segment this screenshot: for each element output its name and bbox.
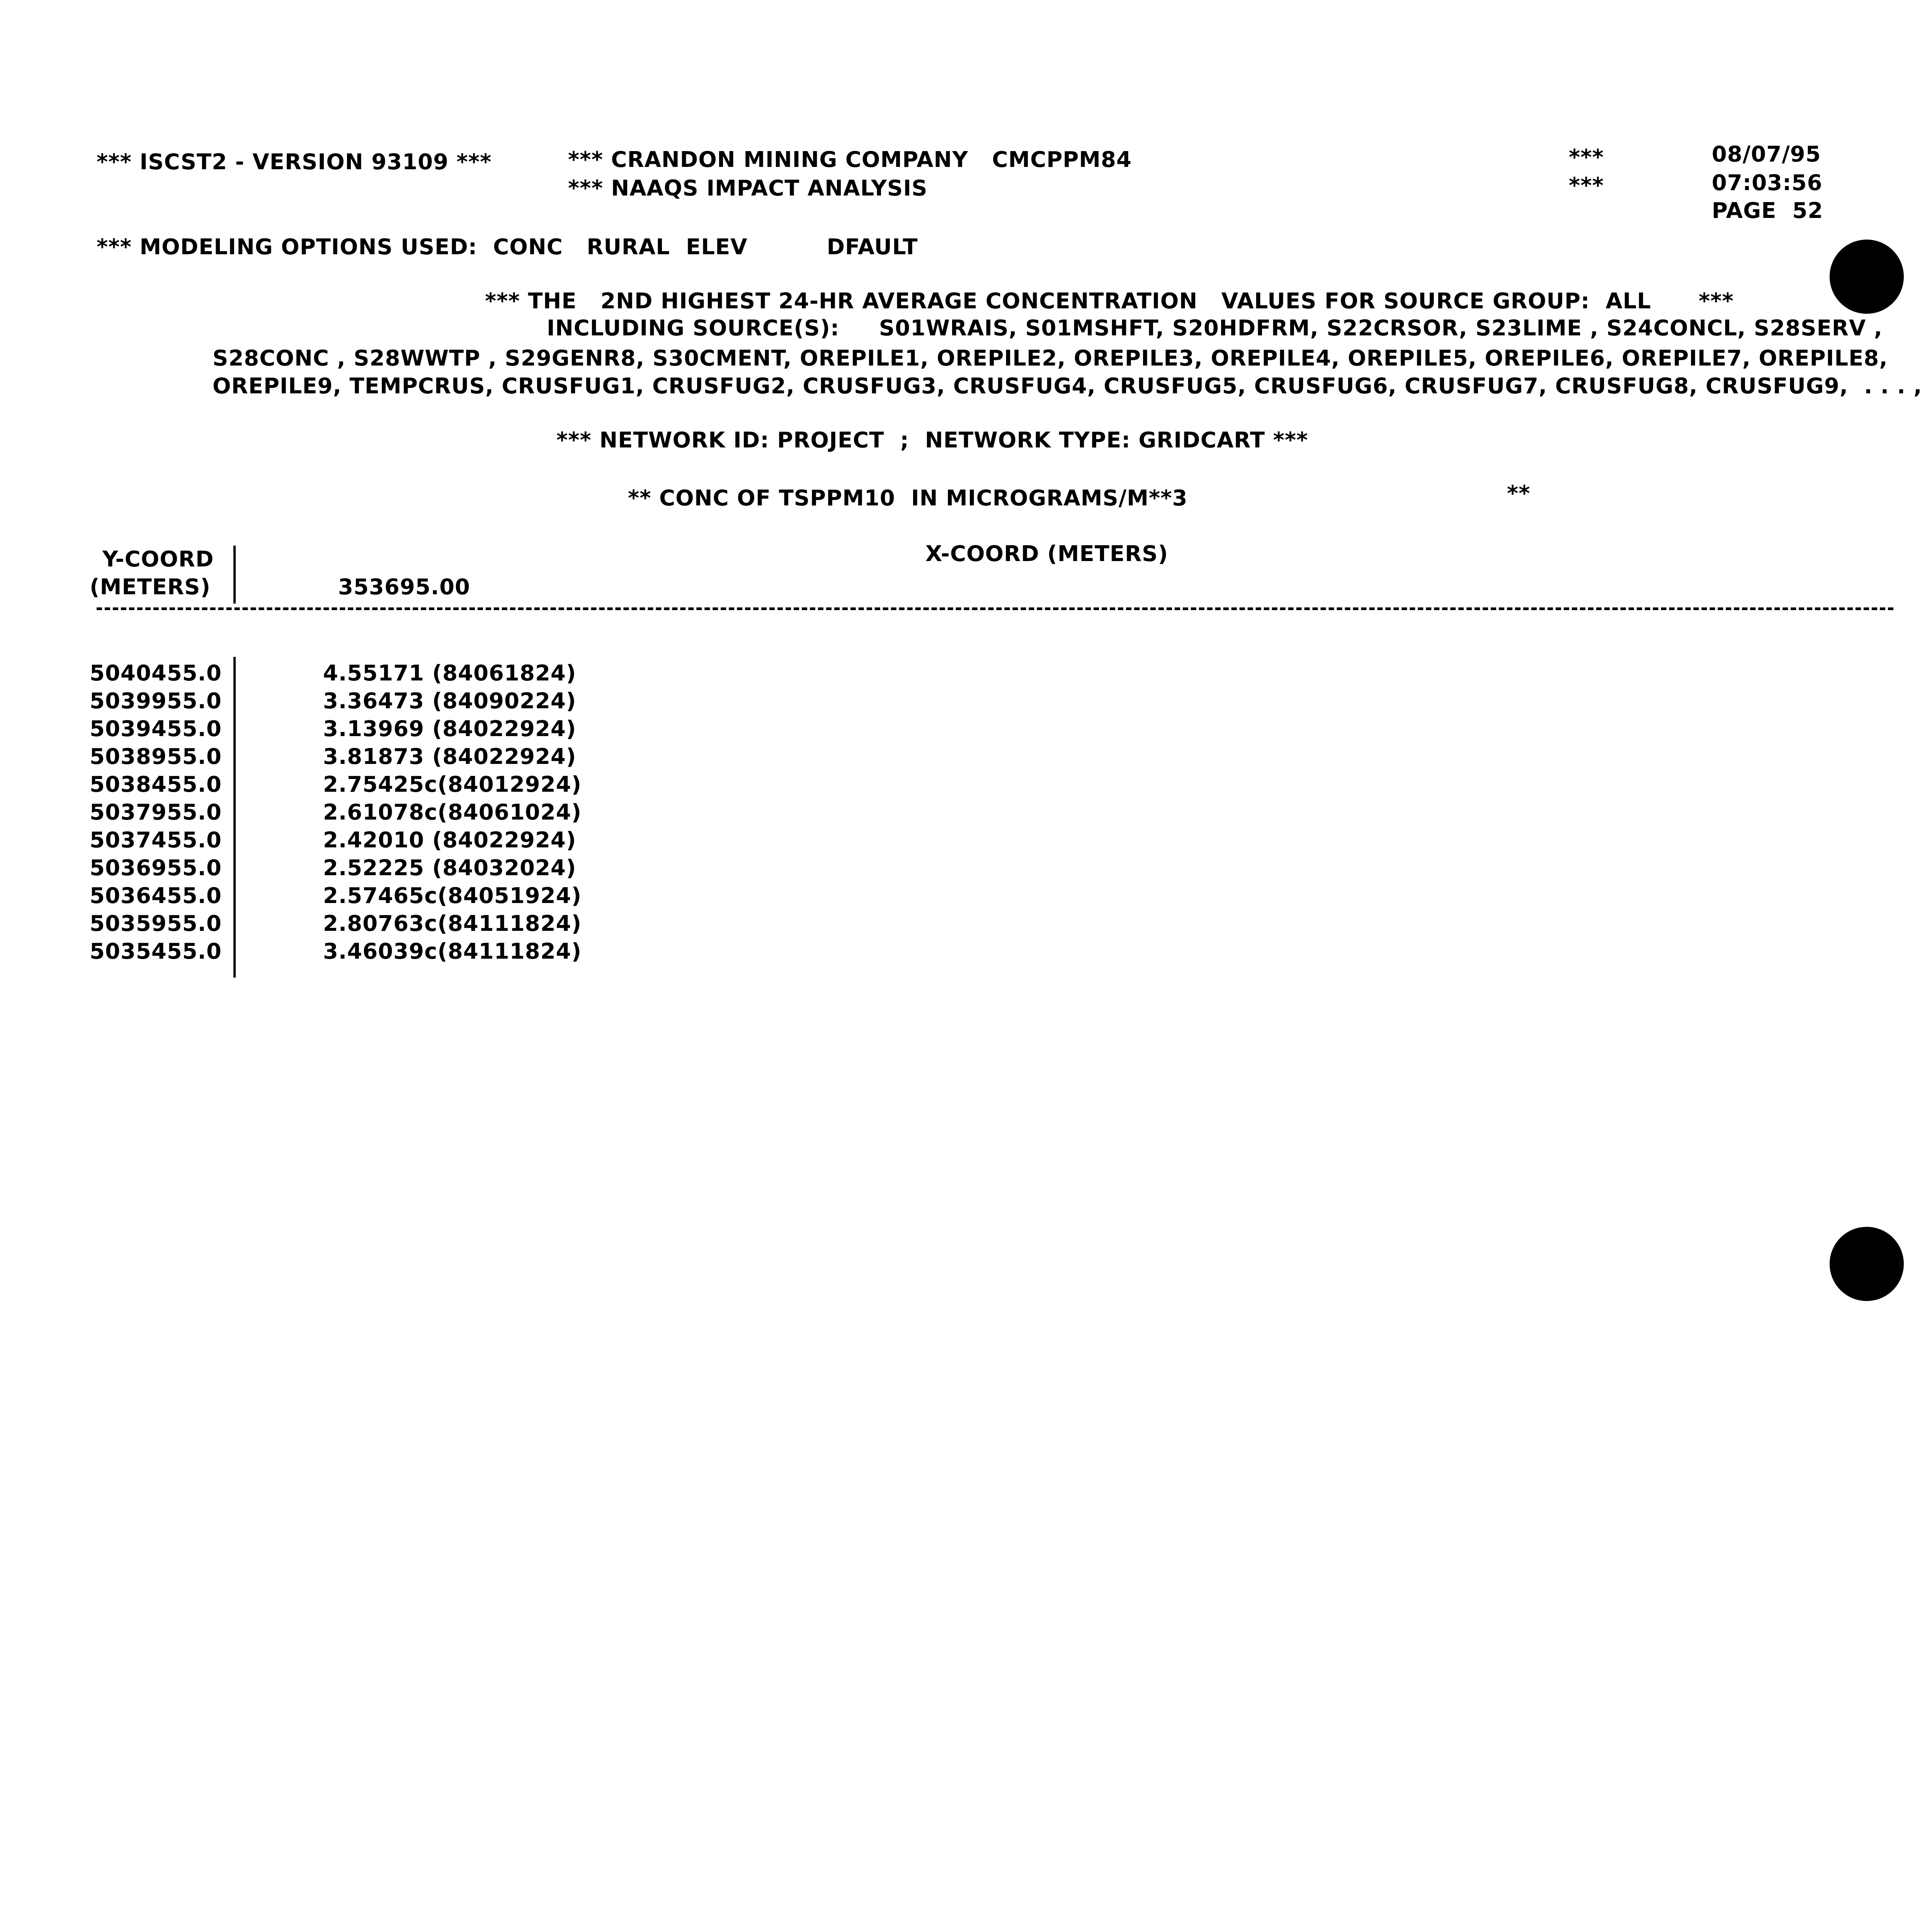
table-row-y: 5038955.0 <box>90 744 222 769</box>
header-stars-2: *** <box>1569 173 1604 198</box>
table-row-value: 3.81873 (84022924) <box>323 744 577 769</box>
result-title-line-2: INCLUDING SOURCE(S): S01WRAIS, S01MSHFT, S20HDFRM, S22CRSOR, S23LIME , S24CONCL, S28SERV , <box>547 316 1883 341</box>
table-row-y: 5040455.0 <box>90 661 222 686</box>
modeling-options: *** MODELING OPTIONS USED: CONC RURAL ELEV DFAULT <box>97 235 918 260</box>
table-row-value: 2.57465c(84051924) <box>323 883 582 908</box>
table-row-value: 2.75425c(84012924) <box>323 772 582 797</box>
table-row-y: 5037455.0 <box>90 828 222 853</box>
page-number: PAGE 52 <box>1712 198 1823 223</box>
table-row-y: 5035455.0 <box>90 939 222 964</box>
table-row-value: 2.61078c(84061024) <box>323 800 582 825</box>
concentration-stars: ** <box>1507 481 1531 506</box>
table-row-value: 3.46039c(84111824) <box>323 939 582 964</box>
header-stars-1: *** <box>1569 145 1604 170</box>
analysis-title: *** NAAQS IMPACT ANALYSIS <box>568 176 928 201</box>
binder-hole-middle <box>1830 1227 1904 1301</box>
table-row-value: 3.13969 (84022924) <box>323 716 577 742</box>
table-row-y: 5038455.0 <box>90 772 222 797</box>
result-title-line-4: OREPILE9, TEMPCRUS, CRUSFUG1, CRUSFUG2, CRUSFUG3, CRUSFUG4, CRUSFUG5, CRUSFUG6, CRUSFUG7, CRUSFUG8, CRUSFUG9, . . . , <box>213 374 1922 399</box>
table-row-value: 2.42010 (84022924) <box>323 828 577 853</box>
table-row-value: 2.52225 (84032024) <box>323 855 577 881</box>
table-row-y: 5035955.0 <box>90 911 222 936</box>
network-info: *** NETWORK ID: PROJECT ; NETWORK TYPE: GRIDCART *** <box>556 428 1308 453</box>
table-row-y: 5039455.0 <box>90 716 222 742</box>
binder-hole-top <box>1830 240 1904 314</box>
table-row-y: 5039955.0 <box>90 689 222 714</box>
concentration-label: ** CONC OF TSPPM10 IN MICROGRAMS/M**3 <box>628 486 1188 511</box>
header-divider <box>233 546 236 604</box>
y-coord-header: Y-COORD <box>102 547 214 572</box>
table-row-y: 5037955.0 <box>90 800 222 825</box>
x-coord-value: 353695.00 <box>338 575 470 600</box>
run-date: 08/07/95 <box>1712 142 1821 167</box>
program-version: *** ISCST2 - VERSION 93109 *** <box>97 150 492 175</box>
table-row-value: 4.55171 (84061824) <box>323 661 577 686</box>
dashed-separator <box>97 607 1893 610</box>
company-title: *** CRANDON MINING COMPANY CMCPPM84 <box>568 147 1132 172</box>
table-row-value: 2.80763c(84111824) <box>323 911 582 936</box>
run-time: 07:03:56 <box>1712 170 1823 196</box>
x-coord-header: X-COORD (METERS) <box>925 541 1168 566</box>
row-divider <box>233 657 236 978</box>
table-row-y: 5036455.0 <box>90 883 222 908</box>
result-title-line-3: S28CONC , S28WWTP , S29GENR8, S30CMENT, OREPILE1, OREPILE2, OREPILE3, OREPILE4, OREPILE5, OREPILE6, OREPILE7, OREPILE8, <box>213 346 1888 371</box>
table-row-value: 3.36473 (84090224) <box>323 689 577 714</box>
meters-header: (METERS) <box>90 575 211 600</box>
table-row-y: 5036955.0 <box>90 855 222 881</box>
result-title-line-1: *** THE 2ND HIGHEST 24-HR AVERAGE CONCENTRATION VALUES FOR SOURCE GROUP: ALL *** <box>485 289 1734 314</box>
